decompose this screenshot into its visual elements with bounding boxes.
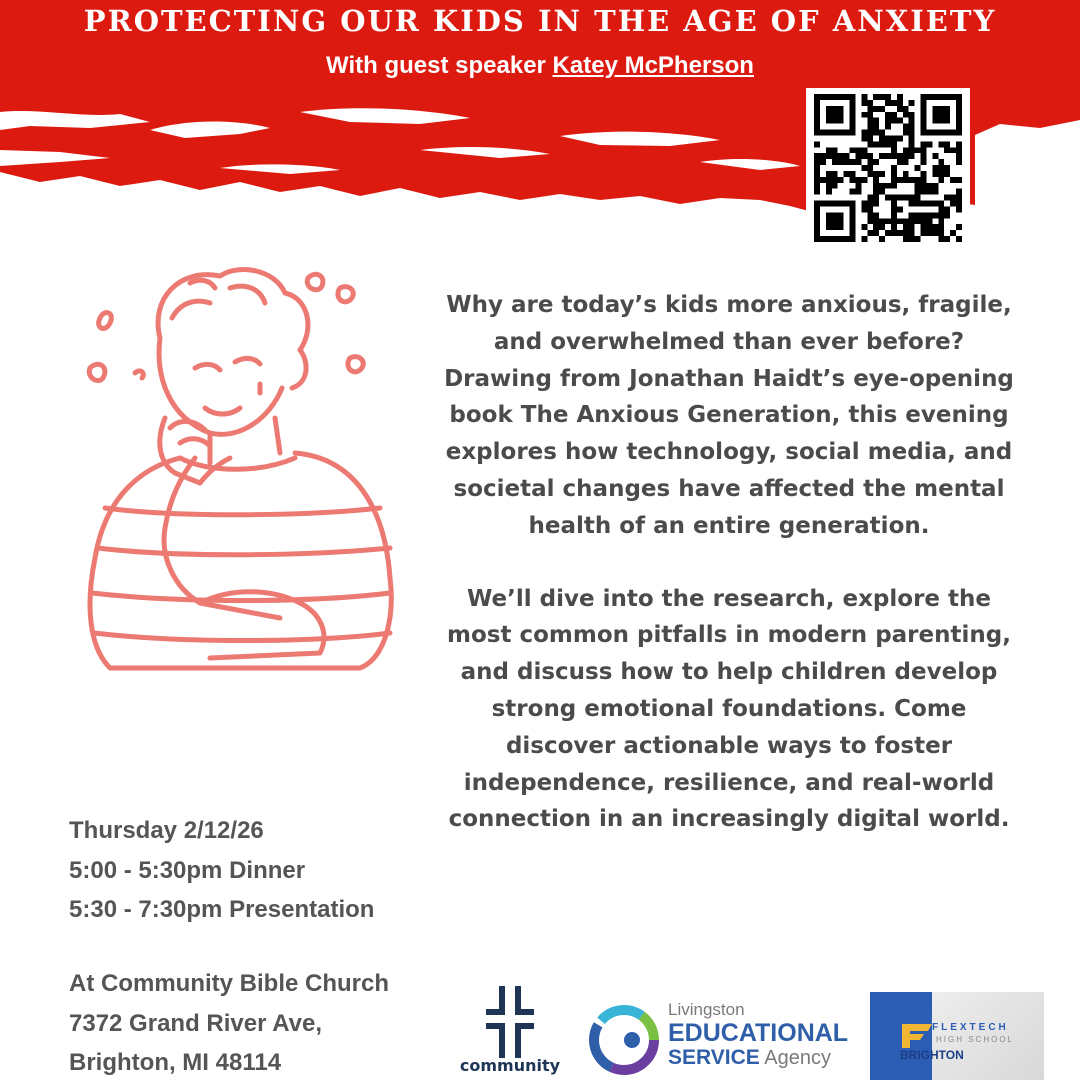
venue-block <box>69 964 389 1083</box>
lesa-line-2: EDUCATIONAL <box>668 1019 849 1047</box>
guest-speaker-prefix: With guest speaker <box>326 52 553 79</box>
guest-speaker-line <box>0 52 1080 80</box>
flextech-city: BRIGHTON <box>900 1048 964 1062</box>
flextech-f-icon <box>900 1022 934 1048</box>
event-description <box>440 287 1018 838</box>
presentation-time: 5:30 - 7:30pm Presentation <box>69 896 375 923</box>
lesa-logo <box>588 1000 858 1080</box>
dinner-time: 5:00 - 5:30pm Dinner <box>69 856 306 884</box>
description-paragraph-1: Why are today’s kids more anxious, fragile, and overwhelmed than ever before? Drawing from Jonathan Haidt’s eye-opening book The Anxious Generation, this evening explores how technology, social media, and societal changes have affected the mental health of an entire generation. <box>444 292 1014 539</box>
speaker-link[interactable]: Katey McPherson <box>552 52 754 79</box>
description-paragraph-2: We’ll dive into the research, explore the most common pitfalls in modern parenting, and discuss how to help children develop strong emotional foundations. Come discover actionable ways to foster independence, resilience, and real-world connection in an increasingly digital world. <box>447 585 1011 833</box>
event-title: PROTECTING OUR KIDS IN THE AGE OF ANXIETY <box>83 4 997 38</box>
schedule-block <box>69 811 374 930</box>
qr-code[interactable] <box>806 88 970 248</box>
community-logo <box>452 982 568 1080</box>
flextech-logo <box>870 992 1044 1080</box>
flextech-sub: HIGH SCHOOL <box>936 1035 1015 1044</box>
lesa-line-3a: SERVICE <box>668 1046 760 1069</box>
community-logo-text: community <box>459 1056 561 1075</box>
lesa-line-3b: Agency <box>759 1047 831 1069</box>
venue-name: At Community Bible Church <box>69 970 390 997</box>
venue-street: 7372 Grand River Ave, <box>69 1009 323 1037</box>
flextech-name: FLEXTECH <box>932 1022 1009 1033</box>
event-date: Thursday 2/12/26 <box>69 817 264 844</box>
venue-city: Brighton, MI 48114 <box>69 1049 282 1076</box>
anxious-child-illustration <box>60 258 420 688</box>
lesa-swirl-icon <box>588 1004 660 1076</box>
lesa-line-1: Livingston <box>668 1000 745 1019</box>
community-cross-icon <box>480 982 540 1062</box>
